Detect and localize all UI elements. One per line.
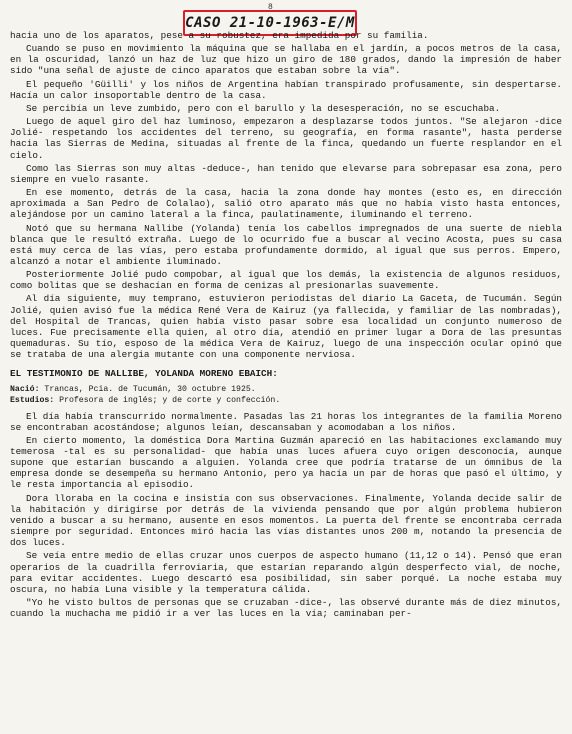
- paragraph: Se veía entre medio de ellas cruzar unos cuerpos de aspecto humano (11,12 o 14). Pensó que eran operarios de la cuadrilla ferroviaria, que estarían reparando algún desperfecto vial, de noche, para evitar accidentes. Luego descartó esa posibilidad, sin saber porqué. La noche estaba muy oscura, no había Luna visible y la temperatura cálida.: [10, 550, 562, 595]
- paragraph: Posteriormente Jolié pudo compobar, al igual que los demás, la existencia de algunos residuos, como bolitas que se deshacían en forma de cenizas al presionarlas suavemente.: [10, 269, 562, 292]
- birth-value: Trancas, Pcia. de Tucumán, 30 octubre 1925.: [44, 384, 256, 394]
- paragraph: hacia uno de los aparatos, pese a su robustez, era impedida por su familia.: [10, 30, 429, 41]
- page-number: 8: [268, 3, 273, 12]
- paragraph: En cierto momento, la doméstica Dora Martina Guzmán apareció en las habitaciones exclamando muy temerosa -tal es su personalidad- que había unas luces afuera cuyo origen desconocía, aunque supone que estarían buscando a alguien. Yolanda cree que podría tratarse de un ómnibus de la empresa donde se desempeña su hermano Antonio, pero ya hacía un par de horas que pasó el último, y le resta importancia al episodio.: [10, 434, 562, 491]
- studies-value: Profesora de inglés; y de corte y confección.: [59, 395, 281, 405]
- paragraph: Cuando se puso en movimiento la máquina que se hallaba en el jardín, a pocos metros de la casa, en la oscuridad, lanzó un haz de luz que hizo un giro de 180 grados, dando la impresión de haber sido "una señal de ajuste de cinco aparatos que estaban sobre la vía".: [10, 43, 562, 77]
- paragraph: En ese momento, detrás de la casa, hacia la zona donde hay montes (esto es, en dirección aproximada a San Pedro de Colalao), salió otro aparato más que no había visto hasta entonces, alejándose por un camino lateral a la finca, paulatinamente, iluminando el terreno.: [10, 187, 562, 221]
- paragraph: "Yo he visto bultos de personas que se cruzaban -dice-, las observé durante más de diez minutos, cuando la muchacha me pidió ir a ver las luces en la vía; caminaban per-: [10, 597, 562, 620]
- studies-info: [10, 396, 562, 406]
- paragraph: Al día siguiente, muy temprano, estuvieron periodistas del diario La Gaceta, de Tucumán. Según Jolié, quien avisó fue la médica René Vera de Kairuz (ya fallecida, y familiar de las nombradas), del Hospital de Trancas, quien había visto pasar sobre esa localidad un conjunto numeroso de luces. Fue precisamente ella quien, al otro día, atendió en primer lugar a Dora de las presuntas quemaduras. Su tío, esposo de la médica Vera de Kairuz, luego de una inspección ocular opinó que se trataba de una alergia mutante con una componente nerviosa.: [10, 293, 562, 361]
- case-header-stamp: CASO 21-10-1963-E/M: [183, 10, 357, 36]
- studies-label: Estudios:: [10, 395, 55, 405]
- paragraph: Dora lloraba en la cocina e insistía con sus observaciones. Finalmente, Yolanda decide salir de la habitación y dirigirse por detrás de la vivienda pensando que por algún problema hubieron venido a buscar a su hermano, ausente en esos momentos. La puerta del frente se encontraba cerrada siempre por seguridad. Entonces miró hacia las vías distantes unos 200 m, notando la presencia de dos luces.: [10, 492, 562, 549]
- paragraph: Como las Sierras son muy altas -deduce-, han tenido que elevarse para sobrepasar esa zona, pero siempre en vuelo rasante.: [10, 162, 562, 185]
- paragraph: Se percibía un leve zumbido, pero con el barullo y la desesperación, no se escuchaba.: [26, 102, 501, 114]
- birth-info: [10, 385, 562, 395]
- document-body: [10, 30, 562, 621]
- paragraph: El pequeño 'Güilli' y los niños de Argentina habían transpirado profusamente, sin despertarse. Hacía un calor insoportable dentro de la casa.: [10, 78, 562, 101]
- paragraph: El día había transcurrido normalmente. Pasadas las 21 horas los integrantes de la familia Moreno se encontraban acostándose; algunos leían, descansaban y acomodaban a los niños.: [10, 410, 562, 433]
- birth-label: Nació:: [10, 384, 40, 394]
- section-title: EL TESTIMONIO DE NALLIBE, YOLANDA MORENO EBAICH:: [10, 368, 278, 380]
- paragraph: Luego de aquel giro del haz luminoso, empezaron a desplazarse todos juntos. "Se alejaron -dice Jolié- respetando los accidentes del terreno, su geografía, en forma rasante", hasta perderse hacia las Sierras de Medina, situadas al frente de la finca, quedando un fuerte resplandor en el cielo.: [10, 116, 562, 161]
- paragraph: Notó que su hermana Nallibe (Yolanda) tenía los cabellos impregnados de una suerte de niebla blanca que le resultó extraña. Luego de lo ocurrido fue a buscar al vecino Acosta, pues su casa está muy cerca de las vías, pero estaba profundamente dormido, al igual que sus perros. Empero, alcanzó a notar el ambiente iluminado.: [10, 222, 562, 267]
